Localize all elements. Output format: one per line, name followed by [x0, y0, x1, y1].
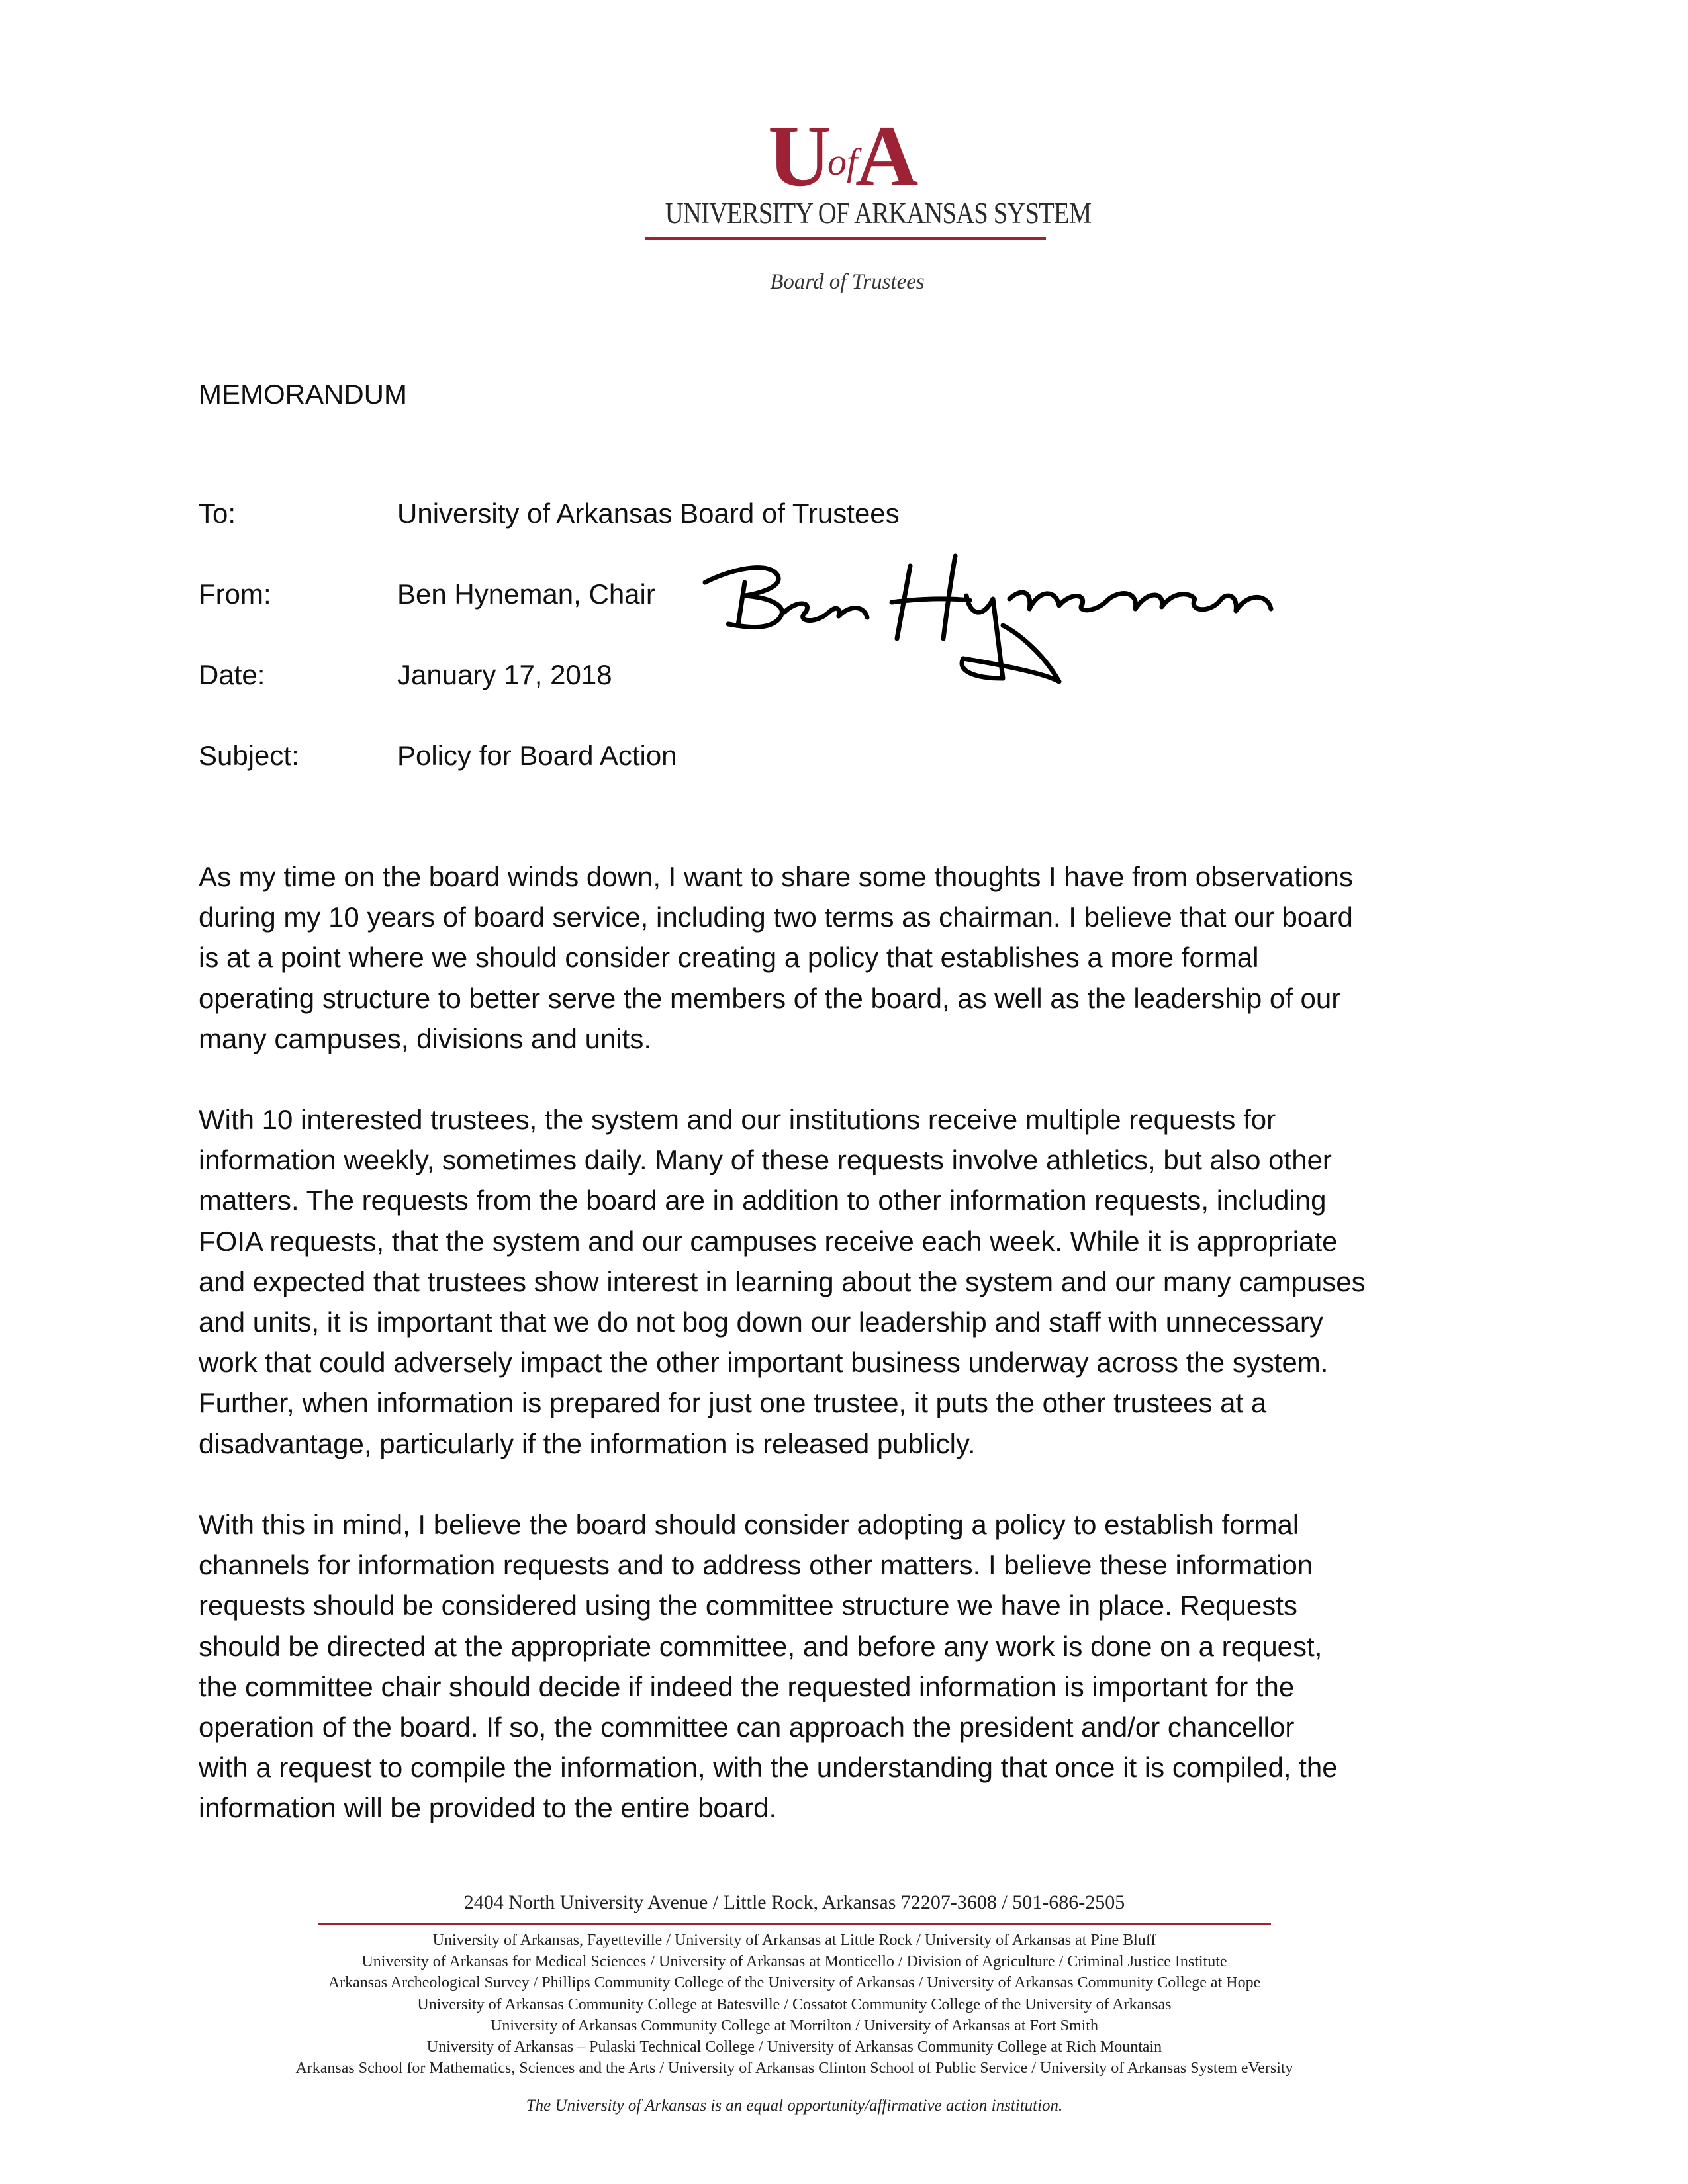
body-line: operation of the board. If so, the committee can approach the president and/or chancellor — [199, 1711, 1295, 1743]
body-paragraph-2 — [199, 1099, 1483, 1464]
body-line: requests should be considered using the committee structure we have in place. Requests — [199, 1590, 1297, 1621]
from-label: From: — [199, 578, 271, 610]
campus-line: University of Arkansas for Medical Sciences / University of Arkansas at Monticello / Division of Agriculture / Criminal Justice Institute — [361, 1953, 1227, 1971]
board-label: Board of Trustees — [770, 270, 925, 294]
memo-title: MEMORANDUM — [199, 379, 407, 410]
header-divider — [645, 237, 1046, 240]
campus-line: University of Arkansas Community College at Batesville / Cossatot Community College of the University of Arkansas — [417, 1995, 1172, 2013]
eeo-statement: The University of Arkansas is an equal opportunity/affirmative action institution. — [526, 2097, 1063, 2115]
svg-text:of: of — [827, 140, 858, 183]
from-value: Ben Hyneman, Chair — [397, 578, 655, 610]
body-paragraph-3 — [199, 1504, 1483, 1829]
body-line: should be directed at the appropriate committee, and before any work is done on a request, — [199, 1630, 1323, 1662]
body-line: many campuses, divisions and units. — [199, 1023, 651, 1054]
campus-line: Arkansas Archeological Survey / Phillips Community College of the University of Arkansas / University of Arkansas Community College at Hope — [328, 1974, 1261, 1992]
body-line: and units, it is important that we do not bog down our leadership and staff with unnecessary — [199, 1306, 1323, 1338]
body-line: With 10 interested trustees, the system and our institutions receive multiple requests for — [199, 1104, 1276, 1135]
date-value: January 17, 2018 — [397, 659, 612, 690]
campus-line: University of Arkansas, Fayetteville / University of Arkansas at Little Rock / University of Arkansas at Pine Bluff — [432, 1932, 1156, 1949]
body-line: the committee chair should decide if indeed the requested information is important for the — [199, 1670, 1295, 1702]
body-line: FOIA requests, that the system and our campuses receive each week. While it is appropriate — [199, 1225, 1338, 1257]
body-line: operating structure to better serve the members of the board, as well as the leadership of our — [199, 982, 1341, 1014]
body-paragraph-1 — [199, 856, 1483, 1059]
body-line: matters. The requests from the board are in addition to other information requests, including — [199, 1185, 1327, 1216]
body-line: is at a point where we should consider creating a policy that establishes a more formal — [199, 942, 1259, 974]
footer-address: 2404 North University Avenue / Little Rock, Arkansas 72207-3608 / 501-686-2505 — [463, 1891, 1125, 1913]
body-line: With this in mind, I believe the board should consider adopting a policy to establish formal — [199, 1509, 1299, 1540]
body-line: information will be provided to the entire board. — [199, 1792, 777, 1824]
body-line: during my 10 years of board service, including two terms as chairman. I believe that our board — [199, 901, 1353, 933]
body-line: Further, when information is prepared for just one trustee, it puts the other trustees at a — [199, 1387, 1267, 1419]
body-line: channels for information requests and to address other matters. I believe these information — [199, 1549, 1313, 1581]
body-line: with a request to compile the information, with the understanding that once it is compiled, the — [199, 1752, 1338, 1784]
to-value: University of Arkansas Board of Trustees — [397, 498, 900, 529]
body-line: disadvantage, particularly if the information is released publicly. — [199, 1428, 976, 1459]
body-line: and expected that trustees show interest in learning about the system and our many campuses — [199, 1265, 1366, 1297]
footer-divider — [318, 1923, 1271, 1925]
svg-text:U: U — [768, 111, 831, 193]
system-name: UNIVERSITY OF ARKANSAS SYSTEM — [665, 197, 1092, 230]
campus-line: University of Arkansas Community College at Morrilton / University of Arkansas at Fort Smith — [491, 2017, 1098, 2034]
body-line: As my time on the board winds down, I want to share some thoughts I have from observations — [199, 861, 1353, 892]
body-line: information weekly, sometimes daily. Many of these requests involve athletics, but also other — [199, 1144, 1332, 1176]
campus-line: University of Arkansas – Pulaski Technical College / University of Arkansas Community College at Rich Mountain — [426, 2038, 1162, 2056]
university-logo — [768, 111, 927, 193]
date-label: Date: — [199, 659, 265, 690]
signature — [698, 553, 1278, 692]
body-line: work that could adversely impact the other important business underway across the system. — [199, 1347, 1329, 1379]
campus-list — [172, 1930, 1417, 2079]
to-label: To: — [199, 498, 236, 529]
subject-label: Subject: — [199, 740, 299, 771]
campus-line: Arkansas School for Mathematics, Sciences and the Arts / University of Arkansas Clinton School of Public Service / University of Arkansas System eVersity — [295, 2060, 1293, 2077]
subject-value: Policy for Board Action — [397, 740, 677, 771]
svg-text:A: A — [855, 111, 919, 193]
